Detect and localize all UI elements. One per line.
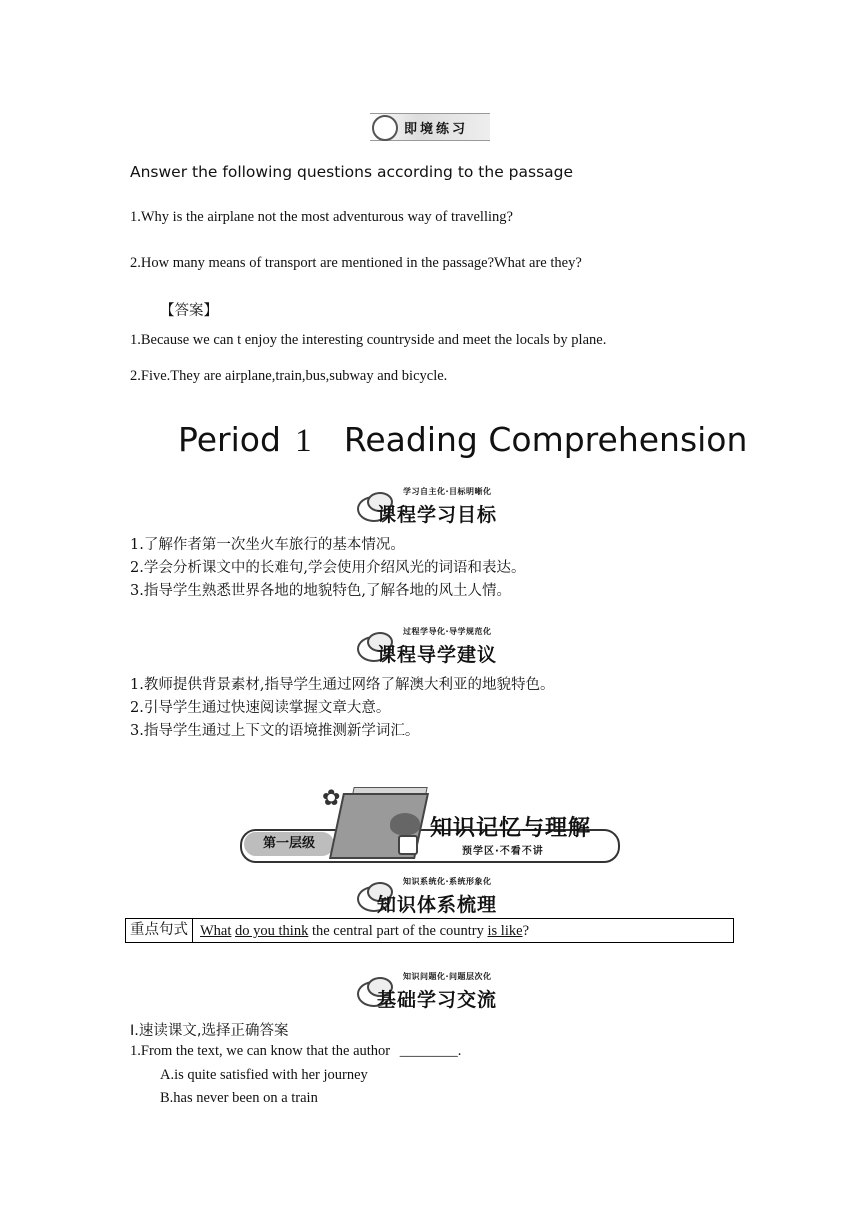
section-title: 知识体系梳理 <box>377 894 498 916</box>
period-title <box>178 420 747 460</box>
question-2: 2.How many means of transport are mentioned in the passage?What are they? <box>130 255 582 271</box>
key-sentence <box>200 919 529 942</box>
section-tag: 知识系统化·系统形象化 <box>403 877 492 886</box>
section-title: 课程导学建议 <box>377 644 498 666</box>
goal-item: 2.学会分析课文中的长难句,学会使用介绍风光的词语和表达。 <box>130 560 526 576</box>
guide-item: 1.教师提供背景素材,指导学生通过网络了解澳大利亚的地貌特色。 <box>130 677 555 693</box>
answer-1: 1.Because we can t enjoy the interesting countryside and meet the locals by plane. <box>130 332 607 348</box>
practice-badge-label: 即境练习 <box>404 122 469 137</box>
exercise-question-text: 1.From the text, we can know that the author <box>130 1043 391 1059</box>
level-title: 知识记忆与理解 <box>430 816 592 841</box>
section-badge-system <box>357 876 517 916</box>
pot-icon <box>398 835 418 855</box>
instruction: Answer the following questions according to the passage <box>130 163 574 181</box>
option-b: B.has never been on a train <box>160 1090 318 1106</box>
level-label: 第一层级 <box>244 832 334 856</box>
exercise-heading: Ⅰ.速读课文,选择正确答案 <box>130 1023 289 1039</box>
clock-icon <box>372 115 398 141</box>
section-badge-guide <box>357 626 517 666</box>
key-sentence-table <box>125 918 734 943</box>
plant-icon <box>390 813 420 835</box>
level-banner <box>240 785 620 870</box>
answer-blank: ________. <box>399 1043 462 1059</box>
period-word: Period <box>178 420 281 459</box>
practice-badge <box>370 113 490 141</box>
guide-item: 3.指导学生通过上下文的语境推测新学词汇。 <box>130 723 420 739</box>
section-tag: 知识问题化·问题层次化 <box>403 972 492 981</box>
section-title: 基础学习交流 <box>377 989 498 1011</box>
key-sentence-label: 重点句式 <box>126 919 193 942</box>
period-name: Reading Comprehension <box>343 420 748 459</box>
key-sentence-part: ? <box>522 923 529 939</box>
key-sentence-part: do you think <box>235 923 309 939</box>
butterfly-icon: ✿ <box>322 785 341 810</box>
key-sentence-part: What <box>200 923 232 939</box>
section-badge-exchange <box>357 971 517 1011</box>
period-number: 1 <box>295 423 312 459</box>
answer-2: 2.Five.They are airplane,train,bus,subway and bicycle. <box>130 368 448 384</box>
section-badge-goals <box>357 486 517 526</box>
key-sentence-part: is like <box>487 923 523 939</box>
goal-item: 1.了解作者第一次坐火车旅行的基本情况。 <box>130 537 405 553</box>
exercise-question <box>130 1043 461 1060</box>
section-tag: 过程学导化·导学规范化 <box>403 627 492 636</box>
guide-item: 2.引导学生通过快速阅读掌握文章大意。 <box>130 700 391 716</box>
section-title: 课程学习目标 <box>377 504 498 526</box>
goal-item: 3.指导学生熟悉世界各地的地貌特色,了解各地的风土人情。 <box>130 583 511 599</box>
option-a: A.is quite satisfied with her journey <box>160 1067 368 1083</box>
level-subtitle: 预学区·不看不讲 <box>462 846 544 857</box>
key-sentence-part: the central part of the country <box>311 923 484 939</box>
section-tag: 学习自主化·目标明晰化 <box>403 487 492 496</box>
answer-heading: 【答案】 <box>160 303 218 319</box>
question-1: 1.Why is the airplane not the most adventurous way of travelling? <box>130 209 513 225</box>
